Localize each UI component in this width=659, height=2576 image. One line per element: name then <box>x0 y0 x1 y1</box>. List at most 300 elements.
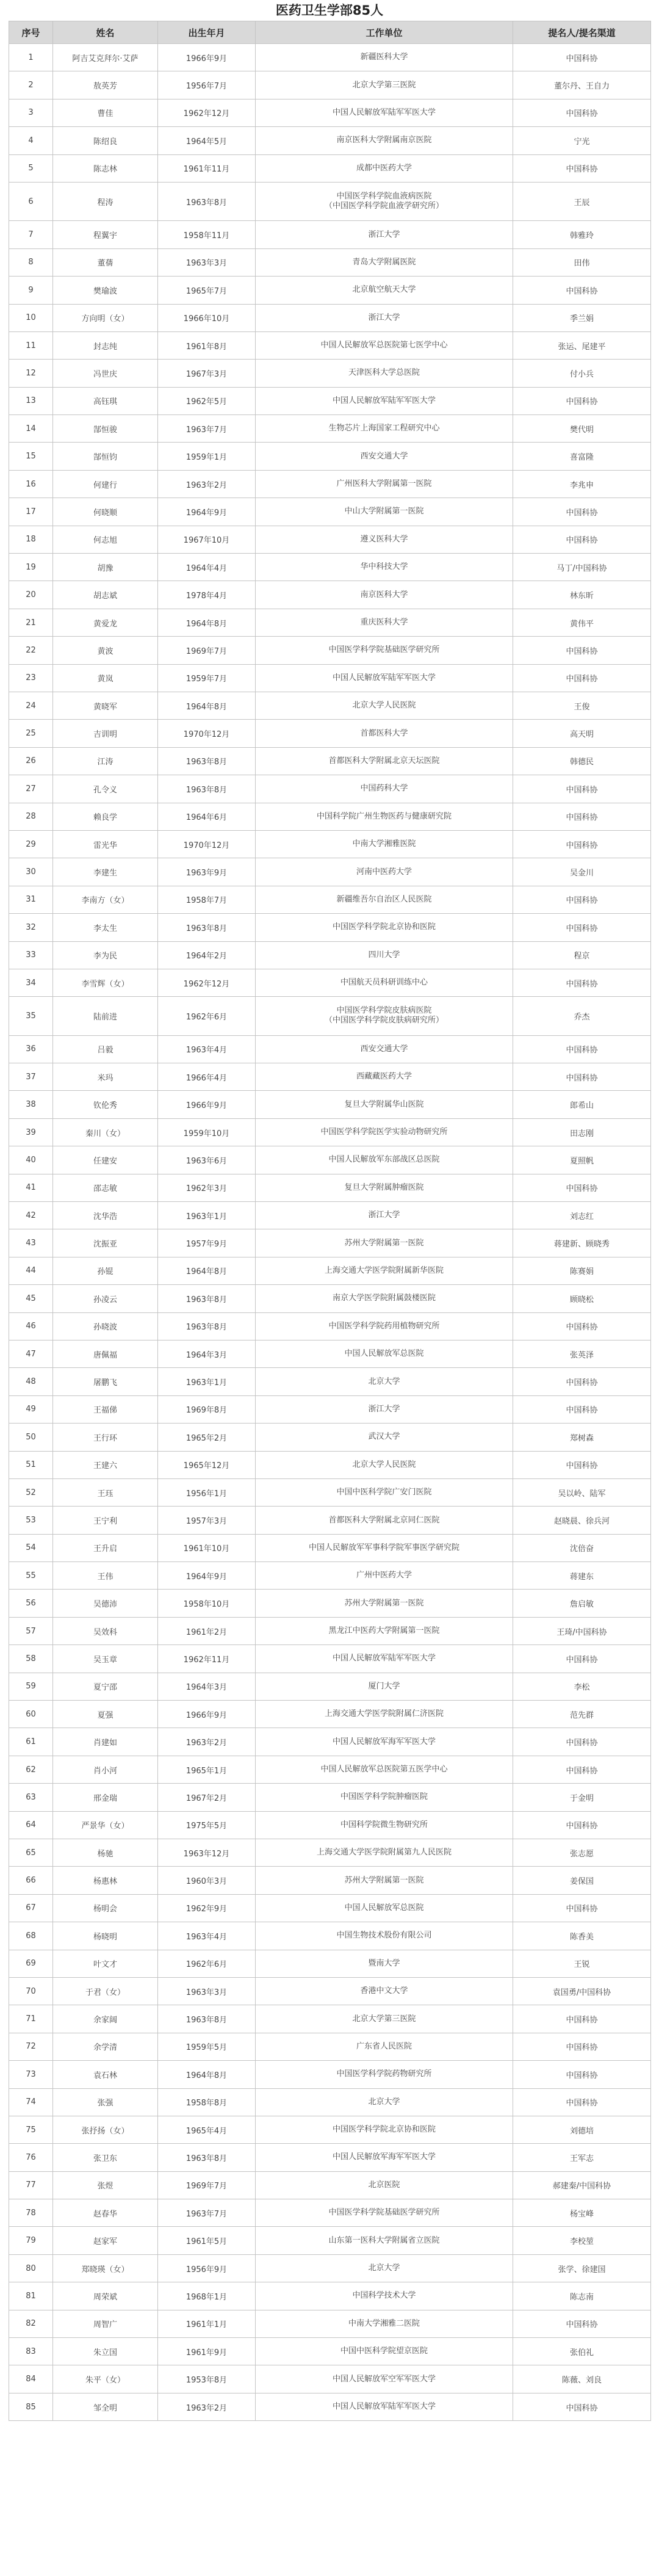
cell-no: 48 <box>9 1368 53 1395</box>
cell-name: 李南方（女） <box>53 886 158 913</box>
cell-nominator: 季兰娟 <box>513 304 651 331</box>
table-row <box>9 1756 651 1783</box>
cell-no: 10 <box>9 304 53 331</box>
table-row <box>9 1534 651 1561</box>
unit-line: 中国人民解放军陆军军医大学 <box>332 396 436 405</box>
cell-name: 于君（女） <box>53 1977 158 2005</box>
unit-line: 中国药科大学 <box>360 784 408 794</box>
table-row <box>9 1146 651 1174</box>
cell-unit <box>256 1950 513 1977</box>
cell-nominator: 李校堃 <box>513 2227 651 2254</box>
unit-line: 首都医科大学附属北京天坛医院 <box>328 756 440 765</box>
cell-no: 11 <box>9 331 53 359</box>
unit-line: 中山大学附属第一医院 <box>344 507 424 516</box>
cell-no: 36 <box>9 1035 53 1063</box>
cell-nominator: 中国科协 <box>513 775 651 803</box>
cell-birth: 1961年10月 <box>158 1534 256 1561</box>
cell-no: 39 <box>9 1118 53 1146</box>
cell-name: 肖小河 <box>53 1756 158 1783</box>
unit-line: 中国医学科学院血液病医院 <box>336 192 432 201</box>
unit-line: （中国医学科学院血液学研究所） <box>324 201 444 211</box>
unit-line: 首都医科大学 <box>360 728 408 738</box>
unit-line: 北京大学人民医院 <box>352 1460 416 1469</box>
cell-unit <box>256 1867 513 1894</box>
cell-no: 42 <box>9 1202 53 1229</box>
cell-no: 3 <box>9 99 53 126</box>
cell-unit <box>256 2116 513 2143</box>
cell-nominator: 田志刚 <box>513 1118 651 1146</box>
cell-no: 52 <box>9 1478 53 1506</box>
table-row <box>9 470 651 497</box>
cell-no: 69 <box>9 1950 53 1977</box>
cell-nominator: 中国科协 <box>513 2005 651 2033</box>
cell-no: 78 <box>9 2199 53 2227</box>
cell-birth: 1958年8月 <box>158 2088 256 2116</box>
cell-name: 赖良学 <box>53 803 158 830</box>
cell-birth: 1963年3月 <box>158 248 256 276</box>
table-row <box>9 1035 651 1063</box>
cell-no: 5 <box>9 154 53 182</box>
cell-birth: 1959年5月 <box>158 2033 256 2060</box>
table-row <box>9 2171 651 2199</box>
cell-no: 64 <box>9 1811 53 1839</box>
cell-name: 孙锟 <box>53 1257 158 1284</box>
cell-birth: 1963年2月 <box>158 470 256 497</box>
cell-nominator: 中国科协 <box>513 1312 651 1340</box>
unit-line: 中国医学科学院皮肤病医院 <box>336 1006 432 1016</box>
cell-no: 74 <box>9 2088 53 2116</box>
unit-line: 中国医学科学院医学实验动物研究所 <box>320 1127 448 1137</box>
cell-no: 50 <box>9 1424 53 1451</box>
cell-unit <box>256 2227 513 2254</box>
unit-line: 上海交通大学医学院附属新华医院 <box>324 1265 444 1275</box>
cell-name: 杨驰 <box>53 1839 158 1867</box>
table-row <box>9 1922 651 1950</box>
cell-nominator: 中国科协 <box>513 44 651 71</box>
cell-birth: 1964年6月 <box>158 803 256 830</box>
cell-birth: 1978年4月 <box>158 581 256 609</box>
unit-line: 北京大学 <box>368 2263 400 2273</box>
table-row <box>9 2310 651 2337</box>
cell-birth: 1963年6月 <box>158 1146 256 1174</box>
unit-line: 天津医科大学总医院 <box>348 368 420 378</box>
unit-line: 上海交通大学医学院附属第九人民医院 <box>316 1848 452 1858</box>
cell-birth: 1963年8月 <box>158 1312 256 1340</box>
cell-unit <box>256 1839 513 1867</box>
unit-line: 北京医院 <box>368 2180 400 2190</box>
cell-name: 樊瑜波 <box>53 277 158 304</box>
table-row <box>9 277 651 304</box>
cell-birth: 1964年9月 <box>158 1562 256 1590</box>
cell-nominator: 刘志红 <box>513 1202 651 1229</box>
cell-nominator: 王锐 <box>513 1950 651 1977</box>
cell-unit <box>256 304 513 331</box>
cell-name: 吴玉章 <box>53 1645 158 1673</box>
table-row <box>9 2088 651 2116</box>
unit-line: 中国人民解放军总医院 <box>344 1903 424 1912</box>
unit-line: 重庆医科大学 <box>360 618 408 627</box>
table-row <box>9 1063 651 1091</box>
cell-birth: 1958年11月 <box>158 221 256 248</box>
cell-no: 49 <box>9 1395 53 1423</box>
cell-nominator: 中国科协 <box>513 830 651 858</box>
cell-unit <box>256 1451 513 1478</box>
cell-unit <box>256 1118 513 1146</box>
cell-name: 叶文才 <box>53 1950 158 1977</box>
cell-no: 62 <box>9 1756 53 1783</box>
cell-no: 31 <box>9 886 53 913</box>
cell-no: 70 <box>9 1977 53 2005</box>
cell-birth: 1963年8月 <box>158 914 256 941</box>
cell-birth: 1956年1月 <box>158 1478 256 1506</box>
cell-birth: 1963年8月 <box>158 775 256 803</box>
cell-name: 肖建如 <box>53 1728 158 1756</box>
cell-name: 雷光华 <box>53 830 158 858</box>
cell-unit <box>256 720 513 747</box>
cell-nominator: 张志愿 <box>513 1839 651 1867</box>
cell-birth: 1959年10月 <box>158 1118 256 1146</box>
unit-line: 北京大学第三医院 <box>352 80 416 90</box>
unit-line: 中国科学技术大学 <box>352 2291 416 2301</box>
cell-no: 19 <box>9 554 53 581</box>
cell-birth: 1961年9月 <box>158 2338 256 2365</box>
cell-unit <box>256 747 513 775</box>
unit-line: 苏州大学附属第一医院 <box>344 1875 424 1885</box>
cell-birth: 1968年1月 <box>158 2282 256 2310</box>
table-row <box>9 1590 651 1617</box>
unit-line: 中国人民解放军军事科学院军事医学研究院 <box>308 1543 459 1552</box>
table-row <box>9 941 651 969</box>
unit-line: 山东第一医科大学附属省立医院 <box>328 2235 440 2245</box>
cell-name: 李雪辉（女） <box>53 969 158 996</box>
cell-no: 22 <box>9 637 53 664</box>
cell-birth: 1964年3月 <box>158 1340 256 1367</box>
cell-unit <box>256 44 513 71</box>
unit-line: 北京大学 <box>368 2097 400 2107</box>
cell-name: 阿吉艾克拜尔·艾萨 <box>53 44 158 71</box>
table-row <box>9 1784 651 1811</box>
column-header-name: 姓名 <box>53 21 158 44</box>
cell-no: 25 <box>9 720 53 747</box>
cell-nominator: 李兆申 <box>513 470 651 497</box>
cell-name: 吴德沛 <box>53 1590 158 1617</box>
cell-birth: 1966年9月 <box>158 1091 256 1118</box>
cell-birth: 1965年12月 <box>158 1451 256 1478</box>
cell-birth: 1969年8月 <box>158 1395 256 1423</box>
cell-unit <box>256 1340 513 1367</box>
cell-unit <box>256 2171 513 2199</box>
cell-unit <box>256 1174 513 1201</box>
cell-name: 张强 <box>53 2088 158 2116</box>
cell-name: 李建生 <box>53 858 158 886</box>
cell-unit <box>256 1645 513 1673</box>
cell-name: 黄晓军 <box>53 692 158 719</box>
cell-no: 84 <box>9 2365 53 2393</box>
cell-birth: 1966年4月 <box>158 1063 256 1091</box>
table-row <box>9 609 651 636</box>
cell-name: 郜恒钧 <box>53 443 158 470</box>
cell-no: 47 <box>9 1340 53 1367</box>
cell-nominator: 中国科协 <box>513 526 651 553</box>
cell-birth: 1957年9月 <box>158 1229 256 1257</box>
table-row <box>9 554 651 581</box>
column-header-no: 序号 <box>9 21 53 44</box>
unit-line: 上海交通大学医学院附属仁济医院 <box>324 1709 444 1719</box>
cell-unit <box>256 415 513 443</box>
cell-nominator: 中国科协 <box>513 2061 651 2088</box>
table-row <box>9 1202 651 1229</box>
cell-nominator: 陈香美 <box>513 1922 651 1950</box>
cell-birth: 1962年12月 <box>158 99 256 126</box>
cell-no: 27 <box>9 775 53 803</box>
unit-line: 浙江大学 <box>368 230 400 239</box>
cell-no: 26 <box>9 747 53 775</box>
table-row <box>9 886 651 913</box>
cell-no: 34 <box>9 969 53 996</box>
cell-name: 夏强 <box>53 1701 158 1728</box>
cell-nominator: 中国科协 <box>513 1811 651 1839</box>
cell-no: 18 <box>9 526 53 553</box>
cell-nominator: 于金明 <box>513 1784 651 1811</box>
cell-unit <box>256 1312 513 1340</box>
table-row <box>9 1368 651 1395</box>
unit-line: 武汉大学 <box>368 1432 400 1442</box>
cell-name: 江涛 <box>53 747 158 775</box>
cell-unit <box>256 664 513 692</box>
cell-unit <box>256 470 513 497</box>
table-row <box>9 221 651 248</box>
column-header-birth: 出生年月 <box>158 21 256 44</box>
cell-birth: 1961年2月 <box>158 1617 256 1644</box>
cell-birth: 1963年7月 <box>158 2199 256 2227</box>
cell-unit <box>256 803 513 830</box>
cell-nominator: 中国科协 <box>513 2393 651 2420</box>
unit-line: 中国中医科学院广安门医院 <box>336 1488 432 1497</box>
cell-name: 胡豫 <box>53 554 158 581</box>
cell-no: 82 <box>9 2310 53 2337</box>
table-row <box>9 1229 651 1257</box>
cell-no: 80 <box>9 2254 53 2282</box>
cell-name: 黄岚 <box>53 664 158 692</box>
column-header-nominator: 提名人/提名渠道 <box>513 21 651 44</box>
unit-line: 中国医学科学院药用植物研究所 <box>328 1321 440 1331</box>
cell-name: 沈振亚 <box>53 1229 158 1257</box>
unit-line: 广东省人民医院 <box>356 2041 412 2051</box>
unit-line: 中国生物技术股份有限公司 <box>336 1931 432 1941</box>
cell-birth: 1964年8月 <box>158 2061 256 2088</box>
cell-no: 33 <box>9 941 53 969</box>
cell-name: 高钰琪 <box>53 387 158 414</box>
cell-unit <box>256 1395 513 1423</box>
cell-nominator: 蒋建新、顾晓秀 <box>513 1229 651 1257</box>
cell-name: 郑晓瑛（女） <box>53 2254 158 2282</box>
cell-birth: 1963年7月 <box>158 415 256 443</box>
cell-name: 陆前进 <box>53 997 158 1035</box>
cell-name: 邢金瑞 <box>53 1784 158 1811</box>
unit-line: 黑龙江中医药大学附属第一医院 <box>328 1626 440 1636</box>
unit-line: 中国人民解放军海军军医大学 <box>332 1737 436 1746</box>
cell-nominator: 张伯礼 <box>513 2338 651 2365</box>
cell-unit <box>256 1063 513 1091</box>
cell-no: 53 <box>9 1507 53 1534</box>
table-row <box>9 1118 651 1146</box>
cell-unit <box>256 221 513 248</box>
cell-name: 冯世庆 <box>53 360 158 387</box>
cell-nominator: 樊代明 <box>513 415 651 443</box>
cell-birth: 1963年4月 <box>158 1035 256 1063</box>
cell-unit <box>256 969 513 996</box>
cell-nominator: 韩雅玲 <box>513 221 651 248</box>
table-row <box>9 2254 651 2282</box>
table-row <box>9 360 651 387</box>
cell-nominator: 中国科协 <box>513 886 651 913</box>
cell-unit <box>256 1562 513 1590</box>
cell-name: 夏宁邵 <box>53 1673 158 1700</box>
cell-birth: 1965年2月 <box>158 1424 256 1451</box>
table-row <box>9 71 651 99</box>
cell-nominator: 马丁/中国科协 <box>513 554 651 581</box>
cell-name: 陈绍良 <box>53 127 158 154</box>
table-header-row <box>9 21 651 44</box>
cell-nominator: 范先群 <box>513 1701 651 1728</box>
cell-name: 邵志敏 <box>53 1174 158 1201</box>
cell-name: 王伟 <box>53 1562 158 1590</box>
page-title: 医药卫生学部85人 <box>275 3 384 18</box>
cell-name: 吕毅 <box>53 1035 158 1063</box>
cell-birth: 1964年5月 <box>158 127 256 154</box>
table-row <box>9 443 651 470</box>
cell-unit <box>256 1894 513 1922</box>
cell-nominator: 中国科协 <box>513 1451 651 1478</box>
cell-nominator: 陈志南 <box>513 2282 651 2310</box>
cell-no: 38 <box>9 1091 53 1118</box>
table-row <box>9 664 651 692</box>
unit-line: 广州医科大学附属第一医院 <box>336 479 432 489</box>
cell-no: 66 <box>9 1867 53 1894</box>
cell-unit <box>256 2365 513 2393</box>
table-row <box>9 2338 651 2365</box>
cell-birth: 1962年3月 <box>158 1174 256 1201</box>
table-row <box>9 1867 651 1894</box>
cell-name: 王珏 <box>53 1478 158 1506</box>
unit-line: 西安交通大学 <box>360 451 408 461</box>
cell-no: 72 <box>9 2033 53 2060</box>
unit-line: 河南中医药大学 <box>356 867 412 877</box>
table-row <box>9 1340 651 1367</box>
cell-unit <box>256 2310 513 2337</box>
table-row <box>9 2282 651 2310</box>
cell-birth: 1957年3月 <box>158 1507 256 1534</box>
cell-unit <box>256 858 513 886</box>
cell-nominator: 中国科协 <box>513 2033 651 2060</box>
cell-birth: 1967年3月 <box>158 360 256 387</box>
table-row <box>9 2116 651 2143</box>
cell-unit <box>256 2338 513 2365</box>
cell-unit <box>256 127 513 154</box>
cell-unit <box>256 1507 513 1534</box>
unit-line: 复旦大学附属华山医院 <box>344 1099 424 1109</box>
cell-name: 赵家军 <box>53 2227 158 2254</box>
cell-nominator: 詹启敏 <box>513 1590 651 1617</box>
cell-nominator: 宁光 <box>513 127 651 154</box>
cell-nominator: 董尔丹、王自力 <box>513 71 651 99</box>
cell-name: 李为民 <box>53 941 158 969</box>
cell-no: 51 <box>9 1451 53 1478</box>
cell-unit <box>256 914 513 941</box>
unit-line: 苏州大学附属第一医院 <box>344 1598 424 1608</box>
cell-birth: 1962年9月 <box>158 1894 256 1922</box>
cell-name: 秦川（女） <box>53 1118 158 1146</box>
cell-birth: 1963年3月 <box>158 1977 256 2005</box>
cell-nominator: 中国科协 <box>513 498 651 526</box>
cell-unit <box>256 886 513 913</box>
unit-line: 中国科学院广州生物医药与健康研究院 <box>316 811 452 821</box>
cell-name: 王福俤 <box>53 1395 158 1423</box>
unit-line: 中国人民解放军空军军医大学 <box>332 2374 436 2384</box>
cell-name: 李太生 <box>53 914 158 941</box>
table-row <box>9 1395 651 1423</box>
unit-line: 中南大学湘雅二医院 <box>348 2318 420 2328</box>
table-row <box>9 1977 651 2005</box>
cell-unit <box>256 2254 513 2282</box>
cell-no: 17 <box>9 498 53 526</box>
cell-nominator: 王俊 <box>513 692 651 719</box>
unit-line: 中国人民解放军东部战区总医院 <box>328 1155 440 1165</box>
cell-name: 王建六 <box>53 1451 158 1478</box>
cell-no: 14 <box>9 415 53 443</box>
cell-no: 71 <box>9 2005 53 2033</box>
table-row <box>9 858 651 886</box>
table-body <box>9 44 651 2421</box>
cell-birth: 1975年5月 <box>158 1811 256 1839</box>
table-row <box>9 637 651 664</box>
unit-line: 遵义医科大学 <box>360 534 408 544</box>
cell-unit <box>256 2033 513 2060</box>
cell-unit <box>256 1202 513 1229</box>
cell-name: 方向明（女） <box>53 304 158 331</box>
cell-birth: 1963年8月 <box>158 2144 256 2171</box>
cell-name: 任建安 <box>53 1146 158 1174</box>
cell-name: 何志旭 <box>53 526 158 553</box>
cell-nominator: 蒋建东 <box>513 1562 651 1590</box>
unit-line: 中国人民解放军陆军军医大学 <box>332 107 436 117</box>
cell-no: 61 <box>9 1728 53 1756</box>
cell-name: 敖英芳 <box>53 71 158 99</box>
cell-name: 严景华（女） <box>53 1811 158 1839</box>
unit-line: 中国医学科学院基础医学研究所 <box>328 2208 440 2218</box>
cell-unit <box>256 997 513 1035</box>
cell-birth: 1963年12月 <box>158 1839 256 1867</box>
cell-unit <box>256 1257 513 1284</box>
cell-birth: 1962年5月 <box>158 387 256 414</box>
unit-line: 中国科学院微生物研究所 <box>340 1820 428 1829</box>
cell-name: 周智广 <box>53 2310 158 2337</box>
table-row <box>9 2393 651 2420</box>
cell-name: 张抒扬（女） <box>53 2116 158 2143</box>
unit-line: 西藏藏医药大学 <box>356 1072 412 1082</box>
cell-birth: 1963年8月 <box>158 1285 256 1312</box>
unit-line: 新疆维吾尔自治区人民医院 <box>336 894 432 904</box>
cell-unit <box>256 1424 513 1451</box>
cell-birth: 1962年11月 <box>158 1645 256 1673</box>
cell-birth: 1958年10月 <box>158 1590 256 1617</box>
cell-no: 35 <box>9 997 53 1035</box>
unit-line: 西安交通大学 <box>360 1044 408 1054</box>
cell-unit <box>256 1146 513 1174</box>
cell-no: 59 <box>9 1673 53 1700</box>
table-row <box>9 248 651 276</box>
unit-line: 中国医学科学院基础医学研究所 <box>328 645 440 655</box>
